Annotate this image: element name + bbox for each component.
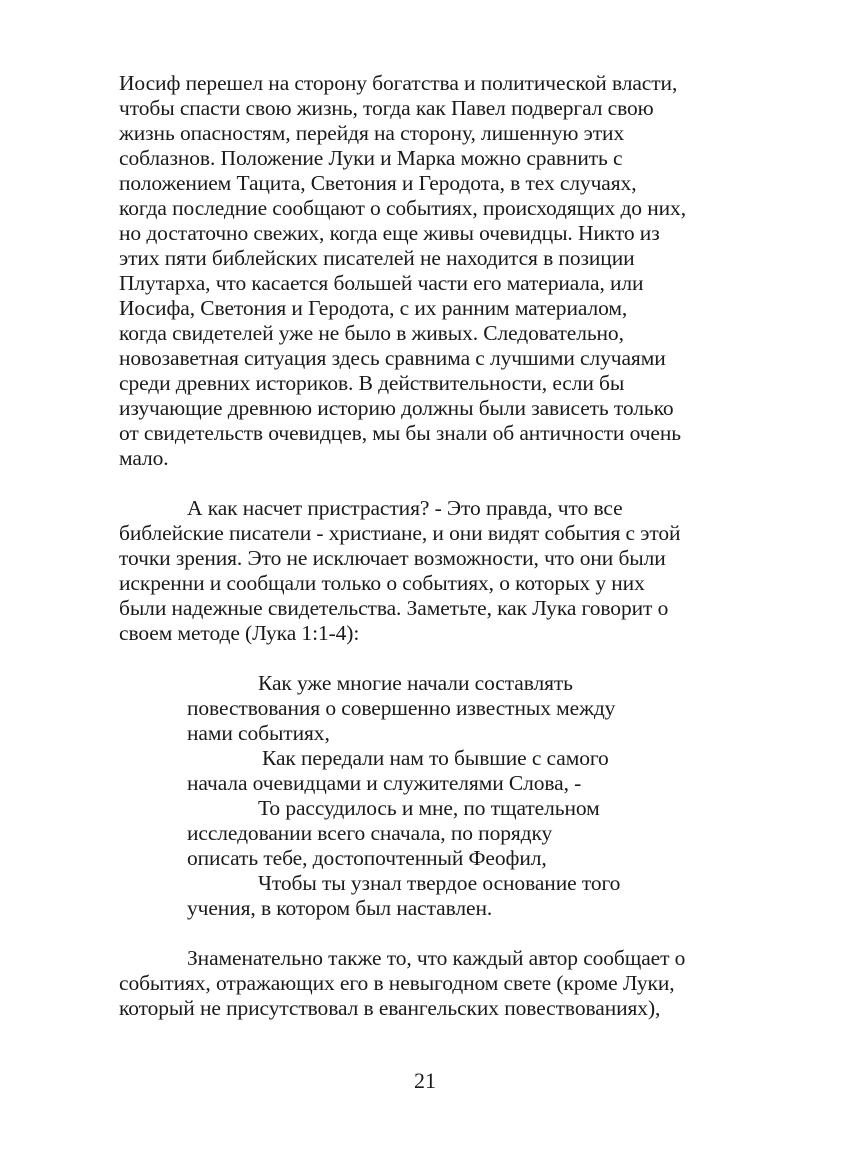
quote-line: Чтобы ты узнал твердое основание того xyxy=(258,871,621,895)
text-line: этих пяти библейских писателей не находится в позиции xyxy=(119,246,635,270)
quote-line: описать тебе, достопочтенный Феофил, xyxy=(187,846,547,870)
text-line: положением Тацита, Светония и Геродота, в тех случаях, xyxy=(119,171,637,195)
text-line: своем методе (Лука 1:1-4): xyxy=(119,621,360,645)
page-number: 21 xyxy=(414,1068,436,1093)
text-line: библейские писатели - христиане, и они видят события с этой xyxy=(119,521,681,545)
text-line: который не присутствовал в евангельских повествованиях), xyxy=(119,996,661,1020)
text-line: точки зрения. Это не исключает возможности, что они были xyxy=(119,546,666,570)
quote-line: Как передали нам то бывшие с самого xyxy=(262,746,609,770)
text-line: соблазнов. Положение Луки и Марка можно сравнить с xyxy=(119,146,623,170)
text-line: Плутарха, что касается большей части его материала, или xyxy=(119,271,644,295)
text-line: Иосифа, Светония и Геродота, с их ранним материалом, xyxy=(119,296,628,320)
text-line: искренни и сообщали только о событиях, о которых у них xyxy=(119,571,645,595)
text-line: событиях, отражающих его в невыгодном свете (кроме Луки, xyxy=(119,971,675,995)
text-line: среди древних историков. В действительности, если бы xyxy=(119,371,625,395)
quote-line: учения, в котором был наставлен. xyxy=(187,896,493,920)
text-line: А как насчет пристрастия? - Это правда, что все xyxy=(187,496,623,520)
quote-line: То рассудилось и мне, по тщательном xyxy=(258,796,600,820)
text-line: когда свидетелей уже не было в живых. Следовательно, xyxy=(119,321,624,345)
quote-line: нами событиях, xyxy=(187,721,330,745)
quote-line: Как уже многие начали составлять xyxy=(258,671,573,695)
text-line: были надежные свидетельства. Заметьте, как Лука говорит о xyxy=(119,596,669,620)
text-line: чтобы спасти свою жизнь, тогда как Павел подвергал свою xyxy=(119,96,654,120)
text-line: когда последние сообщают о событиях, происходящих до них, xyxy=(119,196,686,220)
text-line: мало. xyxy=(119,446,169,470)
text-line: изучающие древнюю историю должны были зависеть только xyxy=(119,396,674,420)
text-line: но достаточно свежих, когда еще живы очевидцы. Никто из xyxy=(119,221,660,245)
text-line: Иосиф перешел на сторону богатства и политической власти, xyxy=(119,71,678,95)
text-line: Знаменательно также то, что каждый автор сообщает о xyxy=(187,946,686,970)
text-line: от свидетельств очевидцев, мы бы знали об античности очень xyxy=(119,421,681,445)
quote-line: повествования о совершенно известных между xyxy=(187,696,616,720)
text-line: жизнь опасностям, перейдя на сторону, лишенную этих xyxy=(119,121,625,145)
quote-line: начала очевидцами и служителями Слова, - xyxy=(187,771,582,795)
text-line: новозаветная ситуация здесь сравнима с лучшими случаями xyxy=(119,346,666,370)
quote-line: исследовании всего сначала, по порядку xyxy=(187,821,553,845)
